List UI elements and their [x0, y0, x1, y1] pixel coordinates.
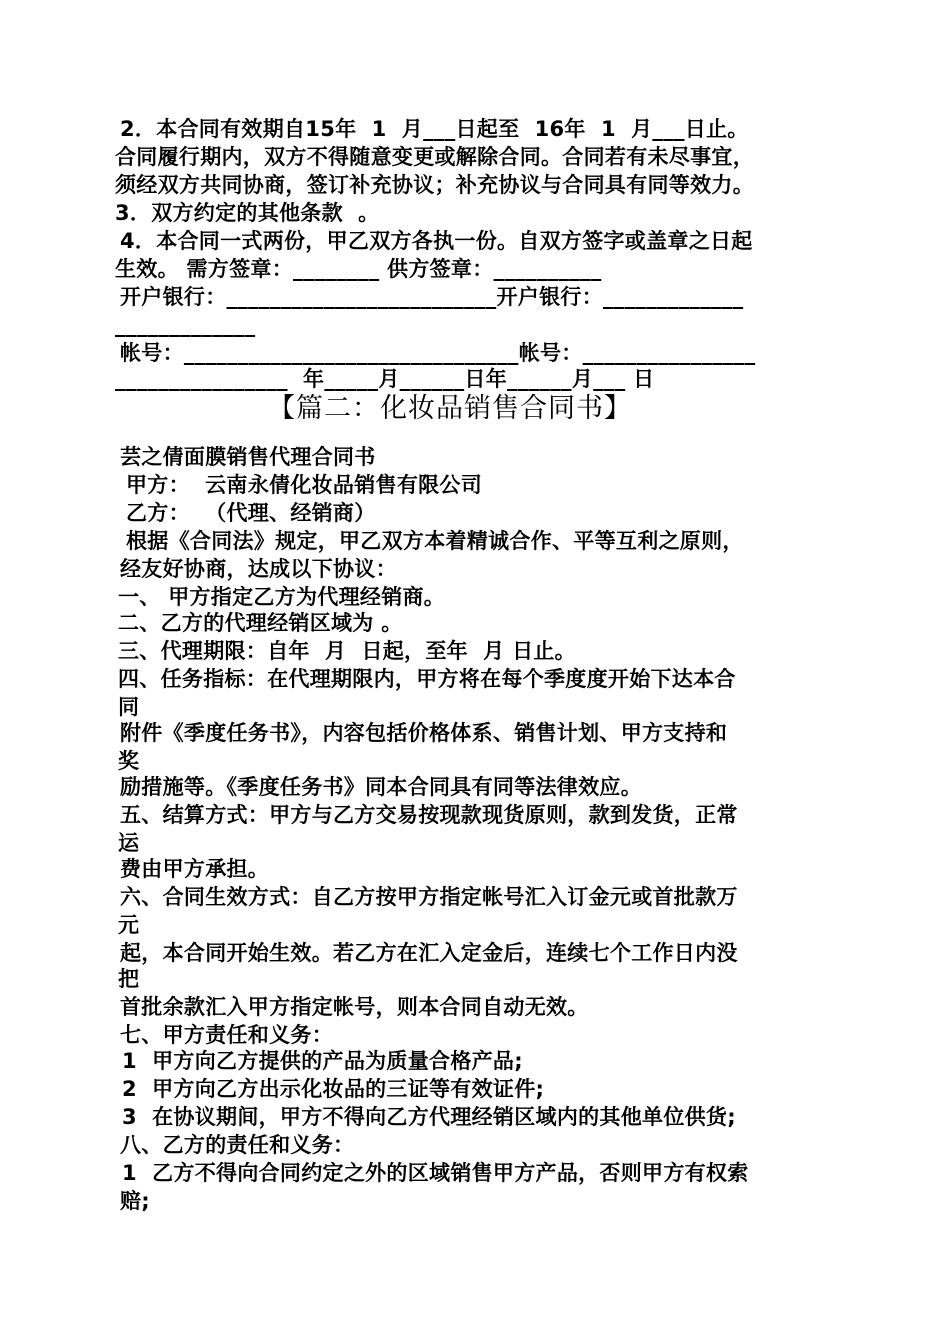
text-line: 四、任务指标：在代理期限内，甲方将在每个季度度开始下达本合 [118, 667, 736, 691]
text-line: 经友好协商，达成以下协议： [120, 557, 397, 581]
text-line: 3．双方约定的其他条款 。 [115, 201, 380, 225]
section-title: 【篇二：化妆品销售合同书】 [268, 393, 632, 424]
text-line: 生效。 需方签章：________ 供方签章：__________ [115, 257, 602, 281]
text-line: 八、乙方的责任和义务： [120, 1133, 355, 1157]
text-line: 帐号：_______________________________帐号：________________ [120, 341, 756, 365]
text-line: 二、乙方的代理经销区域为 。 [118, 611, 403, 635]
text-line: 一、 甲方指定乙方为代理经销商。 [118, 585, 446, 609]
text-line: 同 [118, 695, 140, 719]
text-line: 1 乙方不得向合同约定之外的区域销售甲方产品，否则甲方有权索 [122, 1161, 749, 1185]
text-line: 三、代理期限：自年 月 日起，至年 月 日止。 [118, 639, 576, 663]
text-line: 费由甲方承担。 [120, 857, 270, 881]
text-line: 2．本合同有效期自15年 1 月___日起至 16年 1 月___日止。 [120, 117, 749, 141]
text-line: 赔; [120, 1189, 150, 1213]
contract-title: 芸之倩面膜销售代理合同书 [120, 445, 376, 469]
text-line: 起，本合同开始生效。若乙方在汇入定金后，连续七个工作日内没 [120, 941, 738, 965]
text-line: 六、合同生效方式：自乙方按甲方指定帐号汇入订金元或首批款万 [120, 885, 738, 909]
text-line: 4．本合同一式两份，甲乙双方各执一份。自双方签字或盖章之日起 [120, 229, 753, 253]
text-line: ________________ 年_____月______日年______月___ 日 [115, 367, 655, 391]
text-line: 首批余款汇入甲方指定帐号，则本合同自动无效。 [120, 995, 589, 1019]
text-line: 开户银行：_________________________开户银行：_____________ [120, 285, 744, 309]
text-line: 运 [118, 831, 140, 855]
text-line: 2 甲方向乙方出示化妆品的三证等有效证件; [122, 1077, 545, 1101]
text-line: 1 甲方向乙方提供的产品为质量合格产品; [122, 1049, 523, 1073]
text-line: 须经双方共同协商，签订补充协议；补充协议与合同具有同等效力。 [115, 173, 754, 197]
text-line: 把 [118, 967, 140, 991]
text-line: 励措施等。《季度任务书》同本合同具有同等法律效应。 [120, 775, 642, 799]
text-line: 3 在协议期间，甲方不得向乙方代理经销区域内的其他单位供货; [122, 1105, 736, 1129]
text-line: 乙方： （代理、经销商） [126, 501, 376, 525]
text-line: 根据《合同法》规定，甲乙双方本着精诚合作、平等互利之原则， [126, 529, 744, 553]
text-line: 甲方： 云南永倩化妆品销售有限公司 [126, 473, 483, 497]
text-line: 附件《季度任务书》，内容包括价格体系、销售计划、甲方支持和 [120, 721, 728, 745]
text-line: 奖 [118, 749, 140, 773]
text-line: 元 [118, 913, 140, 937]
text-line: 合同履行期内，双方不得随意变更或解除合同。合同若有未尽事宜， [115, 145, 754, 169]
text-line: 五、结算方式：甲方与乙方交易按现款现货原则，款到发货，正常 [120, 803, 738, 827]
text-line: _____________ [115, 313, 256, 337]
text-line: 七、甲方责任和义务： [120, 1023, 333, 1047]
